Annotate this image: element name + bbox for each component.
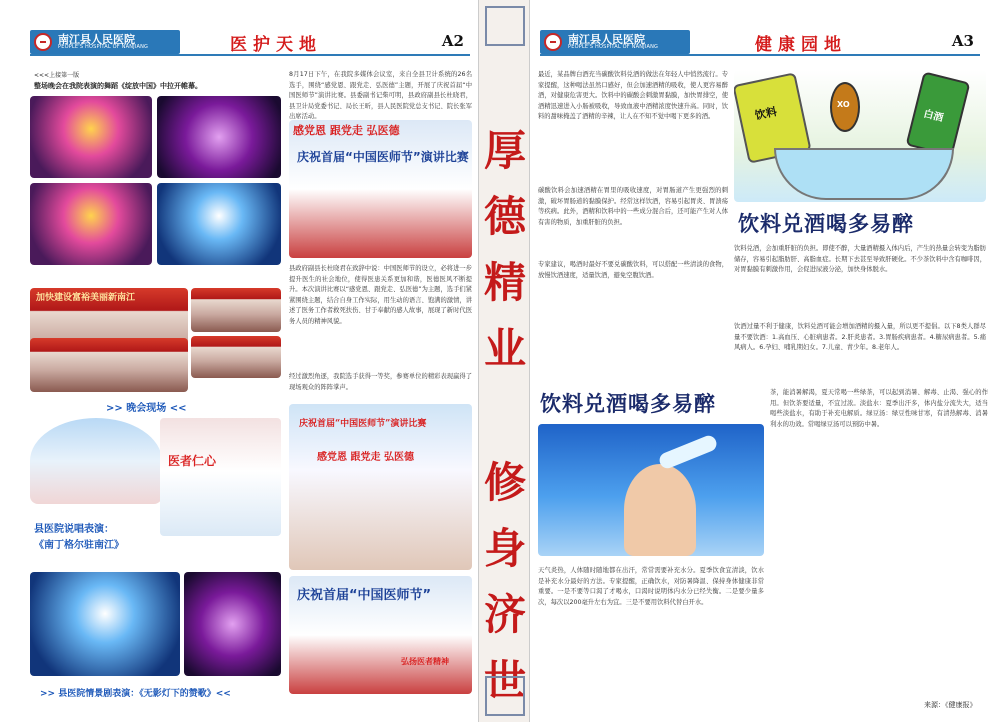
- stage-slogan-text: 医者仁心: [168, 454, 217, 468]
- article-paragraph-2: 县政府副县长杜晓君在致辞中说：中国医师节的设立，必将进一步提升医生的社会地位，使得医患关系更加和谐，医德医风不断提升。本次演讲比赛以“感党恩、跟党走、弘医德”为主题，选手们紧紧围绕主题，结合自身工作实际，用生动的语言、饱满的激情，讲述了医务工作者救死扶伤、甘于奉献的感人故事，展现了新时代医务人员的精神风貌。: [289, 265, 472, 325]
- article-top-3: 专家建议，喝酒时最好不要兑碳酸饮料，可以搭配一些清淡的食物，放慢饮酒速度，适量饮酒，避免空腹饮酒。: [538, 261, 728, 279]
- article-paragraph-3: 经过激烈角逐，我院选手获得一等奖，参赛单位的精彩表现赢得了现场观众的阵阵掌声。: [289, 373, 472, 391]
- water-bottle-icon: [657, 433, 719, 470]
- host-banner-title: 庆祝首届“中国医师节”: [297, 588, 432, 603]
- title-top: 饮料兑酒喝多易醉: [738, 212, 914, 236]
- hospital-logo-icon: [544, 33, 562, 51]
- motto-char: 世: [483, 656, 526, 705]
- caption-song-name: 《南丁格尔驻南江》: [34, 540, 124, 551]
- group-banner-title: 庆祝首届“中国医师节”演讲比赛: [299, 419, 427, 429]
- event-caption: 整场晚会在我院表演的舞蹈《绽放中国》中拉开帷幕。: [34, 82, 202, 90]
- hospital-name: 南江县人民医院: [568, 33, 645, 46]
- drinks-illustration: [734, 70, 986, 202]
- article-bottom-right: 茶，能消暑解渴，夏天常喝一些绿茶，可以起到消暑、解毒、止渴、强心的作用。但饮茶要适量，不宜过浓。淡盐水：夏季出汗多，体内盐分流失大，适当喝些淡盐水，有助于补充电解质。绿豆汤：绿豆性味甘寒，有清热解毒、消暑利水的功效。常喝绿豆汤可以预防中暑。: [770, 389, 988, 428]
- person-shape: [624, 464, 696, 556]
- host-banner-slogan: 弘扬医者精神: [401, 656, 449, 666]
- left-page: [0, 0, 478, 722]
- drama-photo-2: [184, 572, 281, 676]
- hospital-badge-left: [30, 30, 180, 54]
- xo-label: XO: [837, 100, 850, 109]
- drinking-water-photo: [538, 424, 764, 556]
- motto-char: 身: [483, 524, 526, 573]
- section-title-left: 医护天地: [230, 35, 322, 55]
- caption-evening-scene: >> 晚会现场 <<: [106, 403, 187, 414]
- baijiu-label: 白酒: [922, 108, 945, 125]
- hospital-badge-right: [540, 30, 690, 54]
- song-performance-photo: [30, 418, 162, 504]
- baijiu-bottle-icon: [906, 71, 971, 156]
- motto-char: 济: [483, 590, 526, 639]
- motto-top: [479, 118, 531, 382]
- source-note: 来源：《健康报》: [924, 701, 977, 709]
- speech-photo: [289, 120, 472, 258]
- drink-glass-icon: [774, 148, 954, 200]
- hall-banner-text: 加快建设富裕美丽新南江: [36, 293, 136, 303]
- article-top-1: 最近，某品牌白酒充当碳酸饮料兑酒的做法在年轻人中悄然流行。专家提醒，这种喝法虽然口感好，但会加速酒精的吸收，使人更容易醉酒，对健康危害更大。饮料中的碳酸会刺激胃黏膜，加快胃排空，使酒精迅速进入小肠被吸收，导致血液中酒精浓度快速升高。同时，饮料的甜味掩盖了酒精的辛辣，让人在不知不觉中喝下更多的酒。: [538, 71, 728, 120]
- group-banner-slogan: 感党恩 跟党走 弘医德: [317, 452, 414, 463]
- lattice-ornament-icon: [485, 676, 525, 716]
- hospital-name-en: PEOPLE'S HOSPITAL OF NANJIANG: [568, 44, 659, 50]
- motto-char: 业: [483, 324, 526, 373]
- motto-char: 修: [483, 458, 526, 507]
- caption-song-title: 县医院说唱表演：: [34, 524, 114, 535]
- title-mid: 饮料兑酒喝多易醉: [540, 392, 716, 416]
- right-page: [530, 0, 1000, 722]
- hospital-name-en: PEOPLE'S HOSPITAL OF NANJIANG: [58, 44, 149, 50]
- drink-label: 饮料: [753, 105, 779, 123]
- speech-banner-slogan: 感党恩 跟党走 弘医德: [293, 124, 400, 137]
- center-divider: [478, 0, 530, 722]
- drama-photo-1: [30, 572, 180, 676]
- lattice-ornament-icon: [485, 6, 525, 46]
- hall-photo-3: [191, 336, 281, 378]
- motto-char: 德: [483, 192, 526, 241]
- article-paragraph-1: 8月17日下午，在我院多媒体会议室，来自全县卫计系统的26名选手，围绕“感党恩、跟党走、弘医德”主题，开展了庆祝首届“中国医师节”演讲比赛。县委副书记柴可明，县政府副县长杜晓君，县卫计局党委书记、局长王昕，县人民医院党总支书记、院长张军出席活动。: [289, 71, 472, 120]
- hall-photo-2: [191, 288, 281, 332]
- article-right-1: 饮料兑酒，会加重肝脏的负担。即使不醉，大量酒精摄入体内后，产生的热量会转变为脂肪储存，容易引起脂肪肝、高脂血症。长期下去甚至导致肝硬化。不少茶饮料中含有咖啡因，对胃黏膜有刺激作用，会促进尿液分泌，加快身体脱水。: [734, 245, 986, 273]
- group-photo: [289, 404, 472, 570]
- motto-char: 精: [483, 258, 526, 307]
- page-number-left: A2: [441, 32, 464, 50]
- page-number-right: A3: [951, 32, 974, 50]
- motto-bottom: [479, 450, 531, 714]
- caption-drama: >> 县医院情景剧表演：《无影灯下的赞歌》<<: [40, 689, 231, 699]
- dance-photo-3: [30, 183, 152, 265]
- right-header: [540, 30, 980, 56]
- hall-photo-4: [30, 338, 188, 392]
- article-right-2: 饮酒过量不利于健康，饮料兑酒可能会增加酒精的摄入量，所以更不提倡。以下8类人群尽量不要饮酒：1.高血压、心脏病患者。2.肝炎患者。3.胃肠疾病患者。4.糖尿病患者。5.痛风病人。6.孕妇、哺乳期妇女。7.儿童、青少年。8.老年人。: [734, 323, 986, 351]
- speech-banner-title: 庆祝首届“中国医师节”演讲比赛: [297, 150, 469, 164]
- dance-photo-2: [157, 96, 281, 178]
- xo-bottle-icon: [830, 82, 860, 132]
- hospital-name: 南江县人民医院: [58, 33, 135, 46]
- stage-slogan-photo: [160, 418, 281, 536]
- dance-photo-1: [30, 96, 152, 178]
- article-top-2: 碳酸饮料会加速酒精在胃里的吸收速度，对胃肠道产生更强烈的刺激，破坏胃肠道的黏膜保护。经常这样饮酒，容易引起胃炎、胃溃疡等疾病。此外，酒精和饮料中的一些成分混合后，还可能产生对人体有害的物质，加重肝脏的负担。: [538, 187, 728, 226]
- section-title-right: 健康园地: [755, 35, 847, 55]
- continue-note: <<<上接第一版: [34, 72, 80, 79]
- left-header: [30, 30, 470, 56]
- hospital-logo-icon: [34, 33, 52, 51]
- dance-photo-4: [157, 183, 281, 265]
- article-bottom-left: 天气炎热，人体随时随地都在出汗，常常需要补充水分。夏季饮食宜清淡，饮水是补充水分最好的方法。专家提醒，正确饮水，对防暑降温、保持身体健康非常重要。一是不要等口渴了才喝水，口渴时说明体内水分已经失衡。二是要少量多次，每次以200毫升左右为宜。三是不要用饮料代替白开水。: [538, 567, 764, 606]
- motto-char: 厚: [483, 126, 526, 175]
- host-photo: [289, 576, 472, 694]
